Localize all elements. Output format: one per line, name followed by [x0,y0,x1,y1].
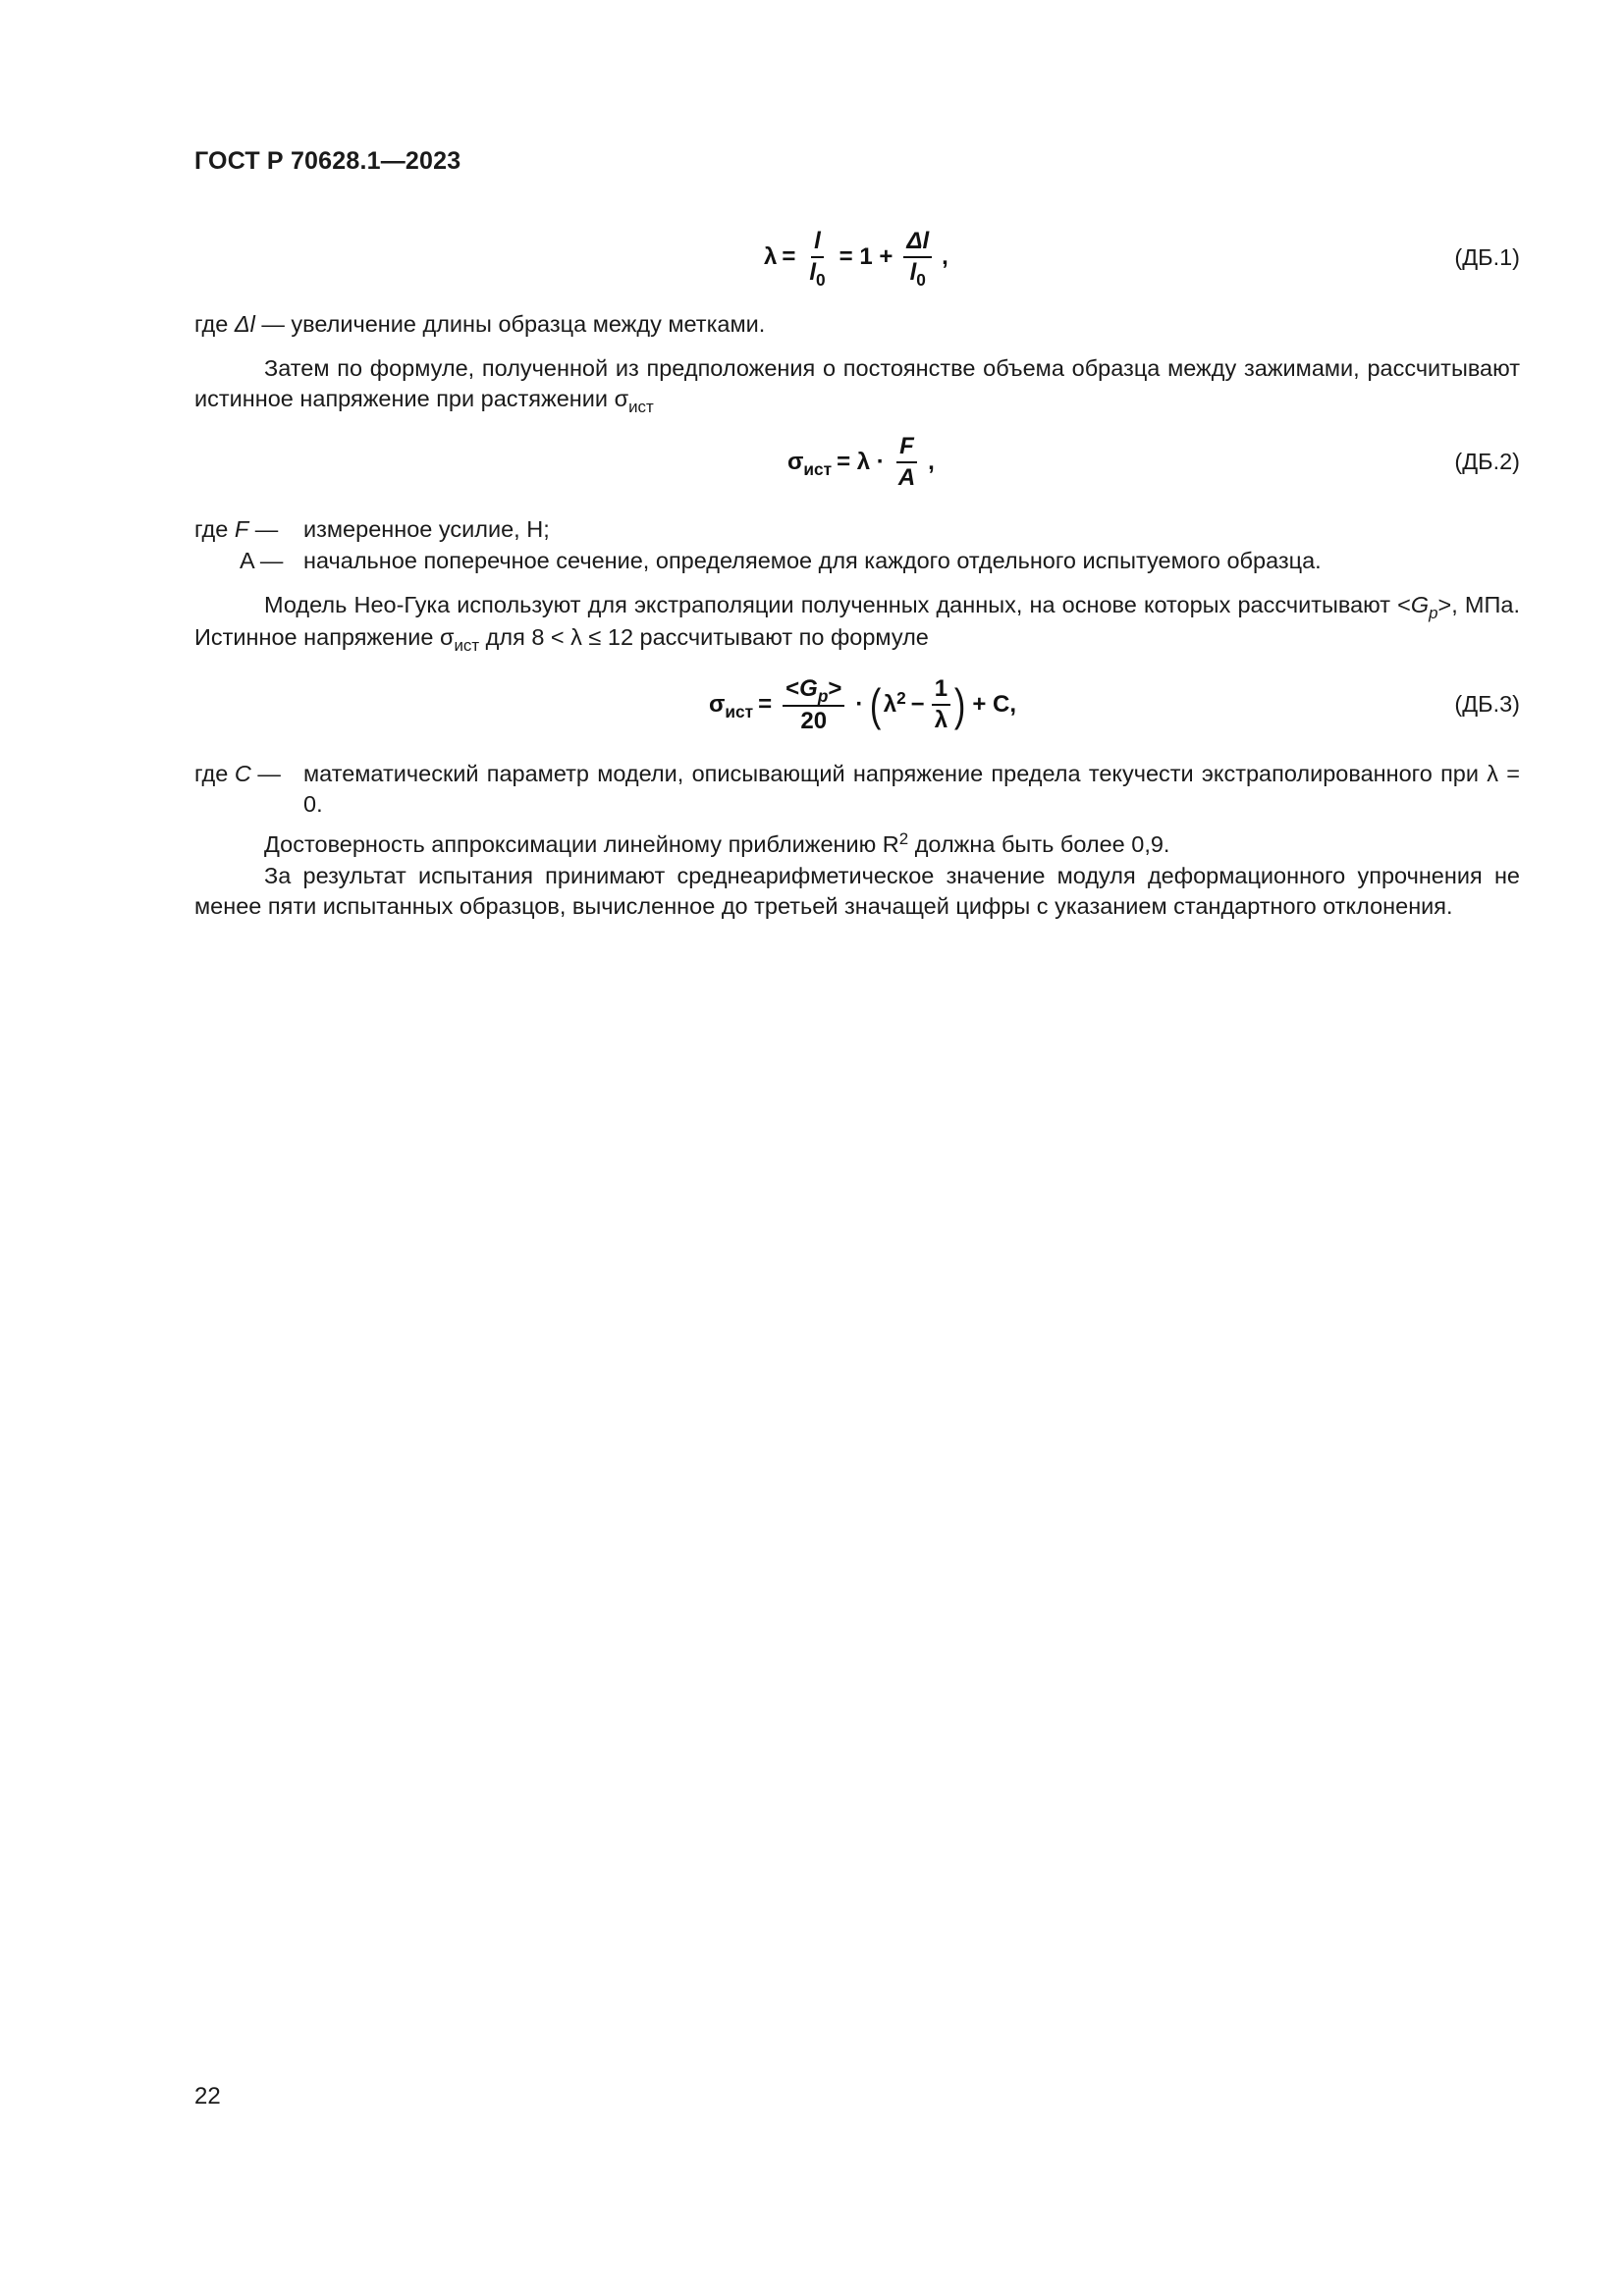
formula-fraction-one-over-lambda [932,676,950,733]
formula-minus: − [910,691,925,718]
where-definition: математический параметр модели, описывающий напряжение предела текучести экстраполированного при λ = 0. [303,761,1520,817]
formula-equals-lambda: = λ · [837,449,885,475]
formula-fraction-l-l0 [806,227,828,290]
document-header: ГОСТ Р 70628.1—2023 [194,147,461,175]
fraction-denominator: A [897,464,916,491]
formula-comma: , [942,243,948,270]
where-definition: увеличение длины образца между метками. [291,311,766,337]
formula-fraction-dl-l0 [903,227,932,290]
fraction-numerator: F [896,434,917,463]
formula-lambda-squared: $\lambda^2$ [883,688,906,718]
fraction-numerator: Δl [903,229,932,258]
fraction-denominator: $l_0$ [809,258,826,290]
where-definition: измеренное усилие, Н; [303,516,550,542]
formula-left-paren: ( [870,679,882,730]
formula-equals: = [782,243,796,270]
fraction-numerator: 1 [932,676,950,706]
symbol-f: F [234,516,249,542]
formula-fraction-gp-20 [783,676,844,734]
formula-equals-one-plus: = 1 + [839,243,893,270]
equation-number-db2: (ДБ.2) [1454,449,1520,474]
formula-db2 [787,432,935,493]
symbol-a: A [240,548,254,573]
equation-number-db3: (ДБ.3) [1454,691,1520,717]
fraction-numerator: l [811,229,824,258]
formula-lambda: λ [764,243,778,270]
symbol-c: C [234,761,251,786]
paragraph-neo-hooke: Модель Нео-Гука используют для экстраполяции полученных данных, на основе которых рассчитывают $<G_p>$, МПа. Истинное напряжение $\sigma_{ист}$ для 8 < λ ≤ 12 рассчитывают по формуле [194,592,1520,655]
paragraph-r-squared: Достоверность аппроксимации линейному приближению $R^2$ должна быть более 0,9. [264,829,1170,857]
formula-sigma: $\sigma_{ист}$ [709,691,754,722]
formula-right-paren: ) [953,679,966,730]
where-row-a: A — начальное поперечное сечение, определяемое для каждого отдельного испытуемого образца. [194,546,1520,576]
fraction-numerator: $<G_p>$ [783,676,844,707]
paragraph-true-stress: Затем по формуле, полученной из предположения о постоянстве объема образца между зажимами, рассчитывают истинное напряжение при растяжении $\sigma_{ист}$ [194,355,1520,416]
where-row-f: где F — измеренное усилие, Н; [194,514,1520,545]
where-row-c: где C — математический параметр модели, описывающий напряжение предела текучести экстраполированного при λ = 0. [194,759,1520,820]
formula-db3 [709,671,1021,738]
where-clause-delta-l: где Δl — увеличение длины образца между метками. [194,311,766,337]
formula-equals: = [758,691,773,718]
formula-sigma: $\sigma_{ист}$ [787,449,833,480]
where-definition: начальное поперечное сечение, определяемое для каждого отдельного испытуемого образца. [303,548,1322,573]
equation-number-db1: (ДБ.1) [1454,244,1520,270]
formula-db1 [764,227,948,290]
paragraph-test-result: За результат испытания принимают среднеарифметическое значение модуля деформационного упрочнения не менее пяти испытанных образцов, вычисленное до третьей значащей цифры с указанием стандартного отклонения. [194,863,1520,919]
fraction-denominator: λ [934,707,948,733]
symbol-delta-l: Δl [234,311,255,337]
formula-plus-c: + C, [972,691,1017,718]
formula-comma: , [928,449,935,475]
formula-dot: · [855,691,864,718]
formula-fraction-f-a [895,434,918,491]
page-number: 22 [194,2083,221,2109]
fraction-denominator: $l_0$ [909,258,926,290]
fraction-denominator: 20 [800,707,828,734]
